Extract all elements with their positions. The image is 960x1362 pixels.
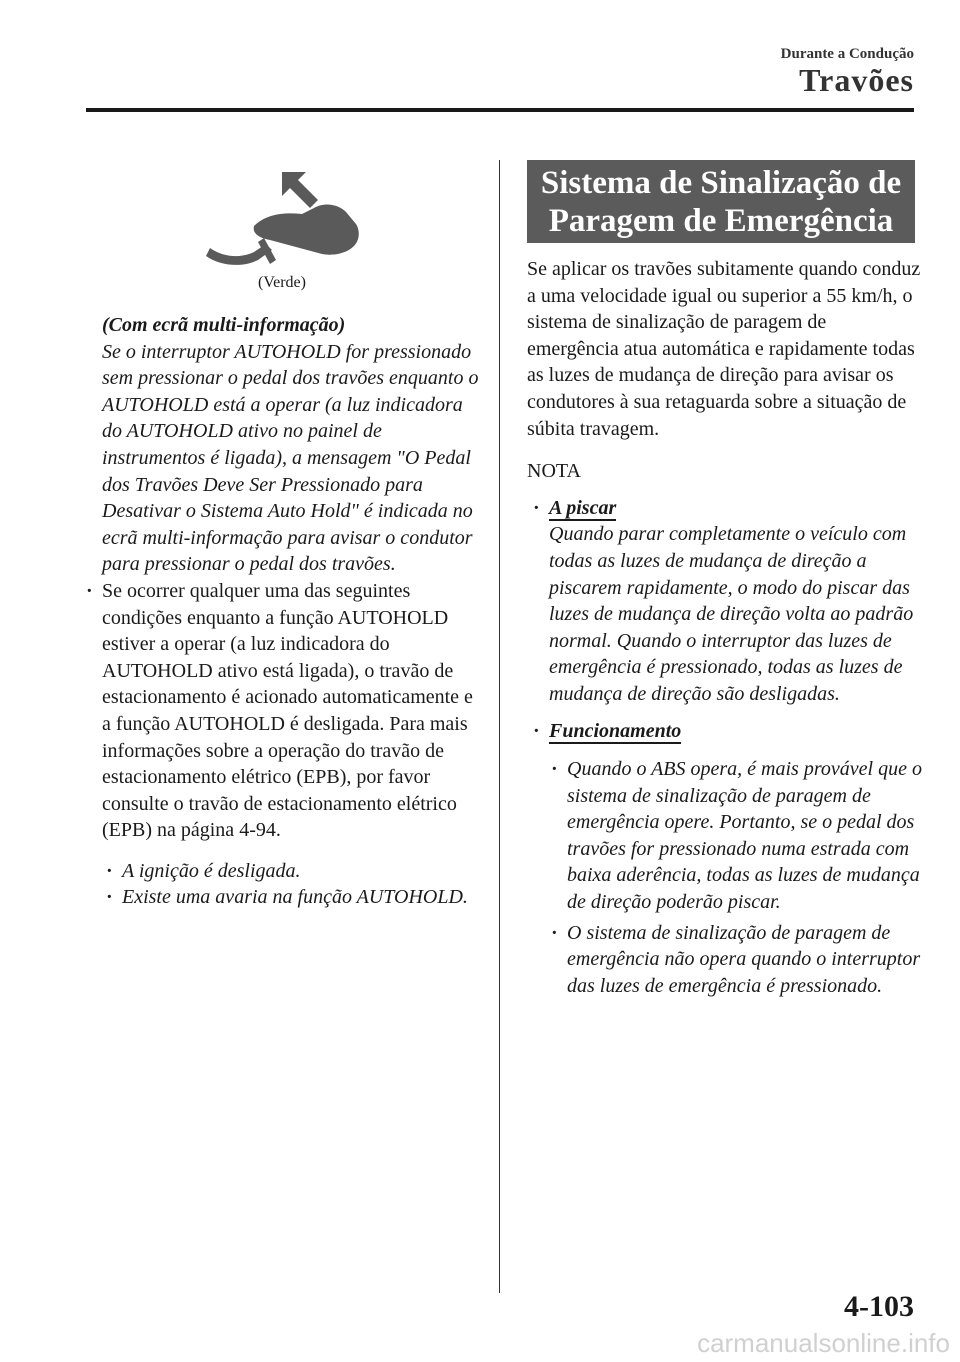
banner-line: Sistema de Sinalização de — [540, 165, 902, 201]
list-item-text: Quando o ABS opera, é mais provável que o sistema de sinalização de paragem de emergência opere. Portanto, se o pedal dos travões for pressionado numa estrada com baixa aderência, todas as luzes de mudança de direção poderão piscar. — [567, 758, 922, 914]
bullet-icon: · — [551, 758, 558, 781]
list-item — [551, 920, 922, 1000]
icon-caption: (Verde) — [258, 274, 306, 291]
list-item — [106, 858, 482, 885]
list-item — [86, 578, 482, 844]
note-item — [533, 718, 922, 1000]
list-item-text: Existe uma avaria na função AUTOHOLD. — [122, 886, 468, 909]
list-item-text: A ignição é desligada. — [122, 859, 301, 882]
banner-line: Paragem de Emergência — [548, 203, 894, 239]
header-section: Durante a Condução — [780, 46, 914, 62]
note-body: Quando parar completamente o veículo com todas as luzes de mudança de direção a piscarem rapidamente, o modo do piscar das luzes de mudança de direção volta ao padrão normal. Quando o interruptor das luzes de emergência é pressionado, todas as luzes de mudança de direção são desligadas. — [549, 523, 914, 705]
foot-on-brake-pedal-icon — [206, 168, 366, 276]
list-item-text: O sistema de sinalização de paragem de emergência não opera quando o interruptor das luzes de emergência é pressionado. — [567, 921, 921, 997]
header-rule — [86, 108, 914, 112]
bullet-icon: · — [86, 579, 93, 602]
bullet-icon: · — [106, 886, 113, 909]
left-column — [86, 312, 482, 911]
page-number: 4-103 — [844, 1290, 914, 1323]
nested-list — [551, 756, 922, 999]
note-heading: A piscar — [549, 496, 617, 519]
page-title: Travões — [799, 62, 914, 98]
bullet-icon: · — [551, 921, 558, 944]
bullet-icon: · — [533, 496, 540, 519]
bullet-icon: · — [533, 719, 540, 742]
column-divider — [499, 160, 500, 1293]
note-label: NOTA — [527, 460, 581, 483]
section-banner — [527, 160, 915, 243]
right-column — [527, 256, 922, 999]
paragraph: Se ocorrer qualquer uma das seguintes condições enquanto a função AUTOHOLD estiver a operar (a luz indicadora do AUTOHOLD ativo está ligada), o travão de estacionamento é acionado automaticamente e a função AUTOHOLD é desligada. Para mais informações sobre a operação do travão de estacionamento elétrico (EPB), por favor consulte o travão de estacionamento elétrico (EPB) na página 4-94. — [102, 579, 473, 842]
list-item — [106, 884, 482, 911]
section-heading: (Com ecrã multi-informação) — [102, 314, 346, 336]
note-heading: Funcionamento — [549, 719, 682, 742]
footer-watermark: carmanualsonline.info — [697, 1328, 950, 1358]
sub-list — [106, 858, 482, 911]
list-item — [551, 756, 922, 916]
note-item — [533, 495, 922, 708]
bullet-icon: · — [106, 859, 113, 882]
paragraph: Se o interruptor AUTOHOLD for pressionado sem pressionar o pedal dos travões enquanto o AUTOHOLD está a operar (a luz indicadora do AUTOHOLD ativo no painel de instrumentos é ligada), a mensagem "O Pedal dos Travões Deve Ser Pressionado para Desativar o Sistema Auto Hold" é indicada no ecrã multi-informação para avisar o condutor para pressionar o pedal dos travões. — [102, 340, 479, 576]
intro-paragraph: Se aplicar os travões subitamente quando conduz a uma velocidade igual ou superior a 55 km/h, o sistema de sinalização de paragem de emergência atua automática e rapidamente todas as luzes de mudança de direção para avisar os condutores à sua retaguarda sobre a situação de súbita travagem. — [527, 258, 921, 440]
